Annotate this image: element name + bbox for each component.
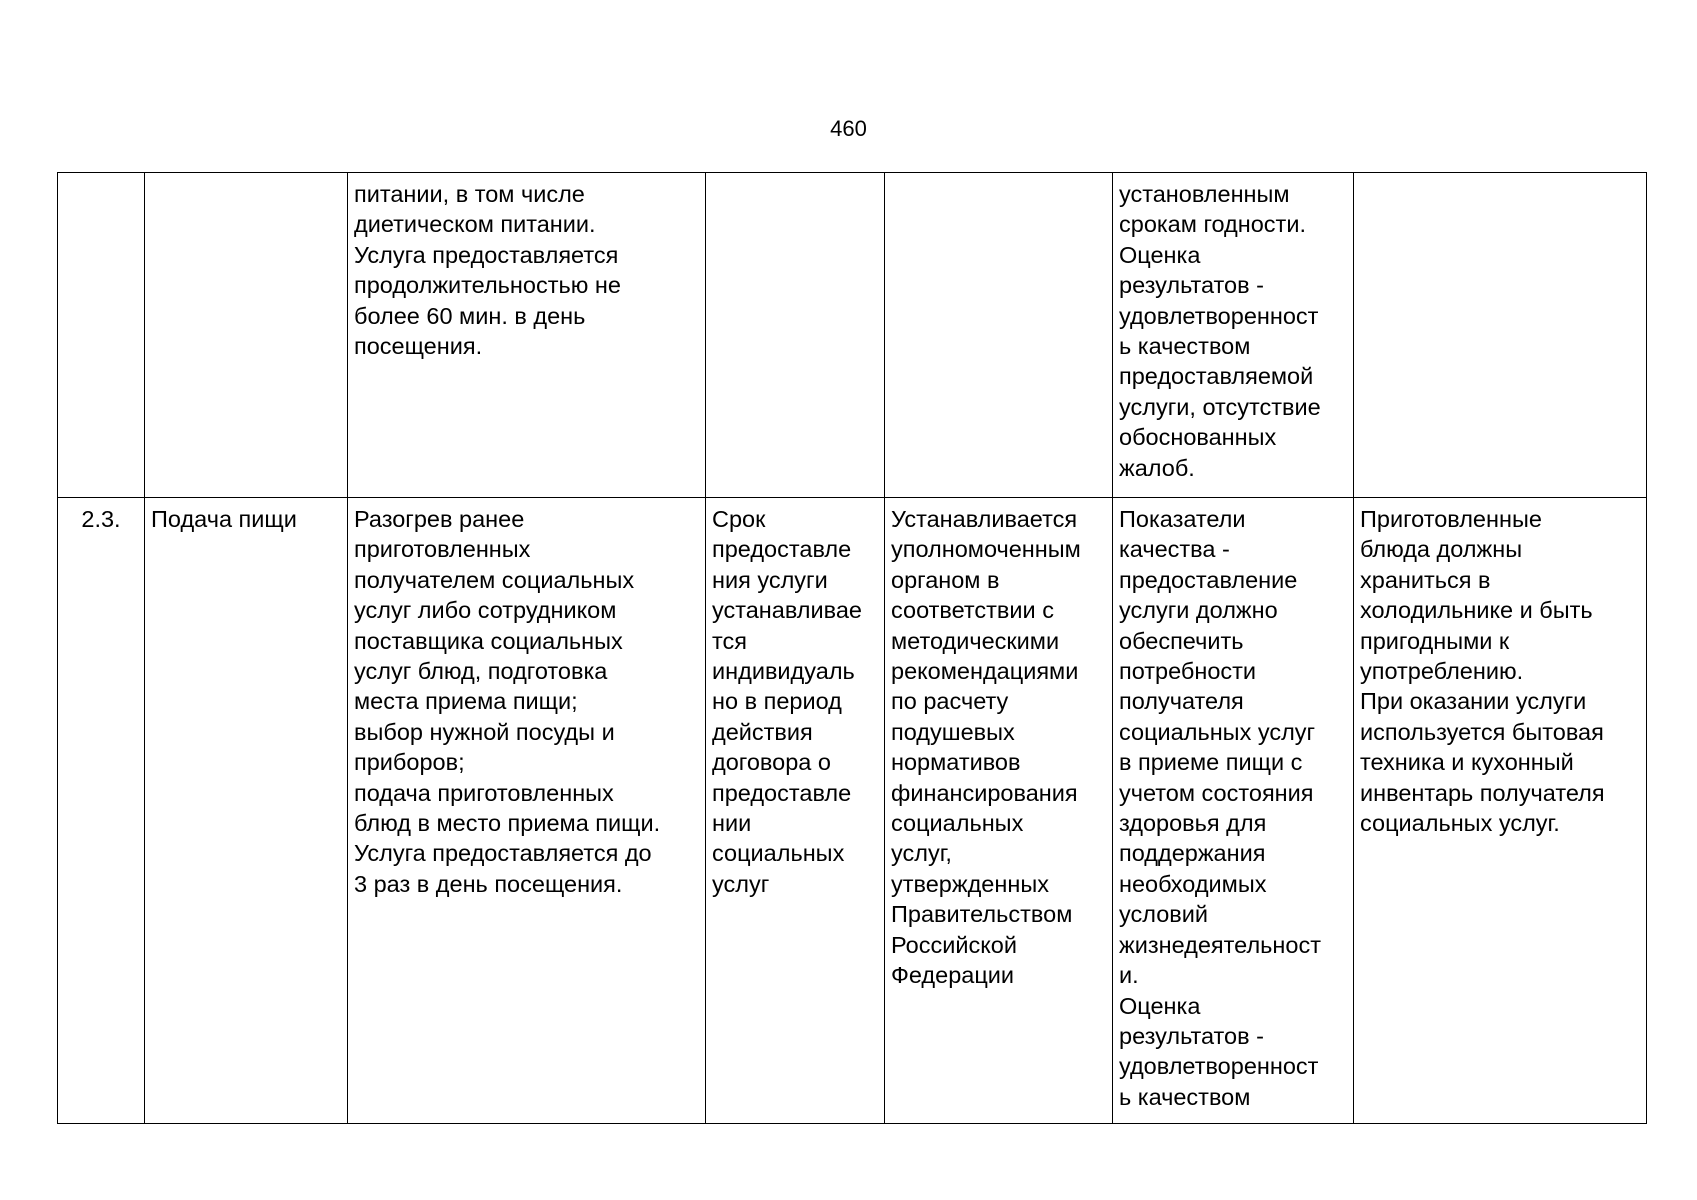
- cell-service-tariff: [885, 173, 1113, 498]
- page-number: 460: [830, 116, 867, 141]
- cell-service-name: Подача пищи: [145, 498, 348, 1124]
- cell-service-conditions: Приготовленные блюда должны храниться в холодильнике и быть пригодными к употреблению. При оказании услуги используется бытовая техника и кухонный инвентарь получателя социальных услуг.: [1354, 498, 1647, 1124]
- cell-quality-indicators: Показатели качества - предоставление услуги должно обеспечить потребности получателя социальных услуг в приеме пищи с учетом состояния здоровья для поддержания необходимых условий жизнедеятельност и. Оценка результатов - удовлетворенност ь качеством: [1113, 498, 1354, 1124]
- services-table: [57, 172, 1647, 1124]
- cell-number: 2.3.: [58, 498, 145, 1124]
- table-row: [58, 173, 1647, 498]
- cell-service-description: питании, в том числе диетическом питании. Услуга предоставляется продолжительностью не более 60 мин. в день посещения.: [348, 173, 706, 498]
- cell-quality-indicators: установленным срокам годности. Оценка результатов - удовлетворенност ь качеством предоставляемой услуги, отсутствие обоснованных жалоб.: [1113, 173, 1354, 498]
- cell-service-conditions: [1354, 173, 1647, 498]
- cell-service-term: Срок предоставле ния услуги устанавливае тся индивидуаль но в период действия договора о предоставле нии социальных услуг: [706, 498, 885, 1124]
- cell-service-tariff: Устанавливается уполномоченным органом в соответствии с методическими рекомендациями по расчету подушевых нормативов финансирования социальных услуг, утвержденных Правительством Российской Федерации: [885, 498, 1113, 1124]
- cell-service-term: [706, 173, 885, 498]
- table-row: [58, 498, 1647, 1124]
- cell-service-description: Разогрев ранее приготовленных получателем социальных услуг либо сотрудником поставщика социальных услуг блюд, подготовка места приема пищи; выбор нужной посуды и приборов; подача приготовленных блюд в место приема пищи. Услуга предоставляется до 3 раз в день посещения.: [348, 498, 706, 1124]
- cell-service-name: [145, 173, 348, 498]
- cell-number: [58, 173, 145, 498]
